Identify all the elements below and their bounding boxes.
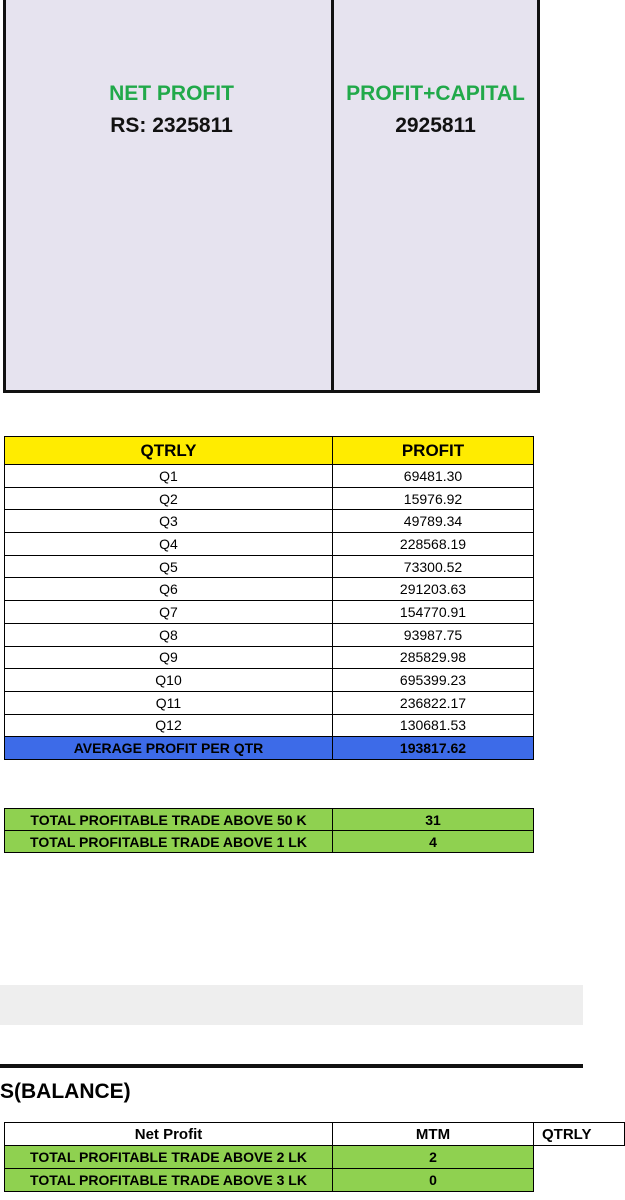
quarter-cell: Q7	[5, 601, 333, 624]
profit-cell: 154770.91	[333, 601, 534, 624]
profit-cell: 291203.63	[333, 578, 534, 601]
trade-count-value: 4	[333, 831, 534, 853]
balance-heading: S(BALANCE)	[0, 1080, 131, 1103]
profit-cell: 236822.17	[333, 691, 534, 714]
quarter-cell: Q5	[5, 555, 333, 578]
table-row	[5, 510, 534, 533]
quarter-cell: Q1	[5, 465, 333, 488]
profit-header: PROFIT	[333, 437, 534, 465]
table-row	[5, 646, 534, 669]
qtrly-header: QTRLY	[5, 437, 333, 465]
table-row	[5, 533, 534, 556]
table-row	[5, 487, 534, 510]
average-label: AVERAGE PROFIT PER QTR	[5, 737, 333, 760]
table-row	[5, 465, 534, 488]
quarter-cell: Q2	[5, 487, 333, 510]
net-profit-label: NET PROFIT	[109, 82, 234, 105]
net-profit-value: RS: 2325811	[110, 114, 233, 137]
profit-capital-label: PROFIT+CAPITAL	[346, 82, 525, 105]
table-row	[5, 809, 534, 831]
trade-count-label: TOTAL PROFITABLE TRADE ABOVE 3 LK	[5, 1169, 333, 1192]
quarter-cell: Q10	[5, 669, 333, 692]
profit-cell: 73300.52	[333, 555, 534, 578]
table-row	[5, 1146, 625, 1169]
profit-cell: 69481.30	[333, 465, 534, 488]
profit-cell: 285829.98	[333, 646, 534, 669]
table-header-row	[5, 437, 534, 465]
profit-cell: 15976.92	[333, 487, 534, 510]
quarter-cell: Q12	[5, 714, 333, 737]
profit-cell: 228568.19	[333, 533, 534, 556]
empty-cell	[534, 1169, 625, 1192]
profit-cell: 93987.75	[333, 623, 534, 646]
trade-count-label: TOTAL PROFITABLE TRADE ABOVE 1 LK	[5, 831, 333, 853]
empty-cell	[534, 1146, 625, 1169]
profit-cell: 130681.53	[333, 714, 534, 737]
balance-table	[4, 1122, 625, 1192]
trade-count-label: TOTAL PROFITABLE TRADE ABOVE 2 LK	[5, 1146, 333, 1169]
table-row	[5, 714, 534, 737]
table-row	[5, 831, 534, 853]
section-divider	[0, 1064, 583, 1068]
table-row	[5, 578, 534, 601]
trade-count-label: TOTAL PROFITABLE TRADE ABOVE 50 K	[5, 809, 333, 831]
quarterly-profit-table	[4, 436, 534, 760]
quarter-cell: Q9	[5, 646, 333, 669]
quarter-cell: Q3	[5, 510, 333, 533]
table-row	[5, 555, 534, 578]
quarter-cell: Q4	[5, 533, 333, 556]
table-header-row	[5, 1123, 625, 1146]
table-row	[5, 669, 534, 692]
profit-cell: 49789.34	[333, 510, 534, 533]
quarter-cell: Q8	[5, 623, 333, 646]
trade-count-value: 0	[333, 1169, 534, 1192]
trade-count-value: 31	[333, 809, 534, 831]
trade-count-value: 2	[333, 1146, 534, 1169]
trade-count-table	[4, 808, 534, 853]
net-profit-header: Net Profit	[5, 1123, 333, 1146]
average-row	[5, 737, 534, 760]
profit-cell: 695399.23	[333, 669, 534, 692]
mtm-header: MTM	[333, 1123, 534, 1146]
net-profit-box	[3, 0, 340, 393]
table-row	[5, 623, 534, 646]
table-row	[5, 1169, 625, 1192]
table-row	[5, 691, 534, 714]
quarter-cell: Q6	[5, 578, 333, 601]
qtrly-header: QTRLY	[534, 1123, 625, 1146]
table-row	[5, 601, 534, 624]
page-gap	[0, 985, 583, 1025]
average-value: 193817.62	[333, 737, 534, 760]
profit-capital-box	[331, 0, 540, 393]
profit-capital-value: 2925811	[395, 114, 476, 137]
quarter-cell: Q11	[5, 691, 333, 714]
